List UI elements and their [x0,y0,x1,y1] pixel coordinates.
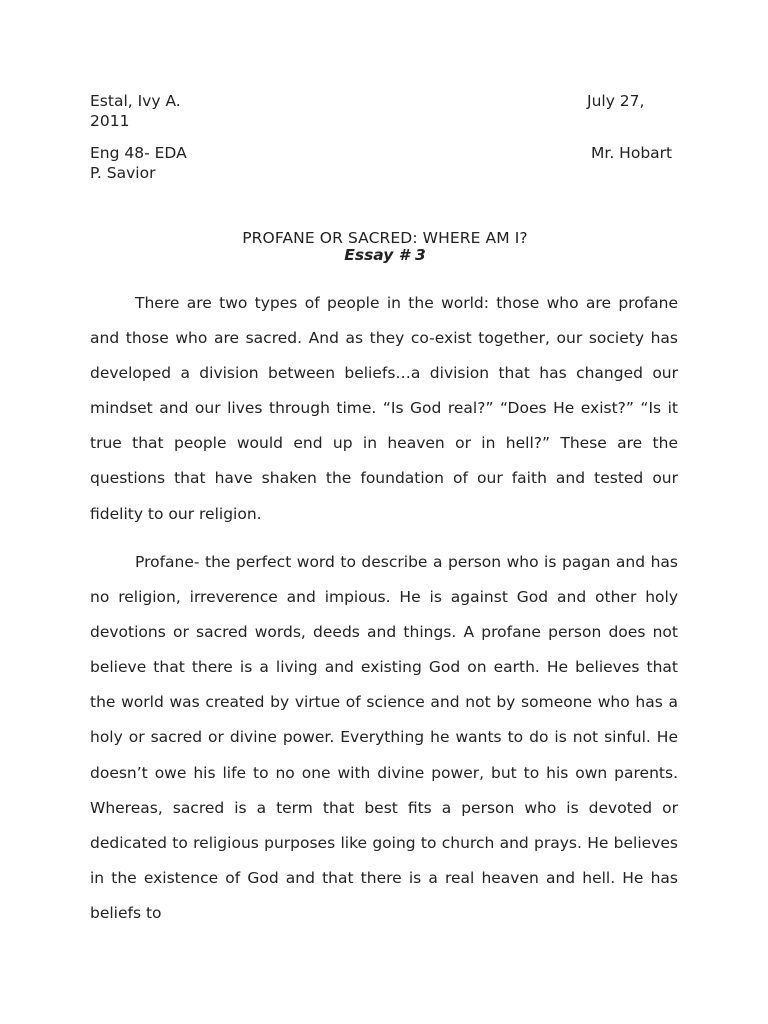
date-line-2: 2011 [90,112,130,130]
date-line-1: July 27, [587,92,645,110]
author-name: Estal, Ivy A. [90,92,181,110]
essay-heading [90,230,680,264]
instructor-line-1: Mr. Hobart [591,144,673,162]
paragraph-2: Profane- the perfect word to describe a person who is pagan and has no religion, irreverence and impious. He is against God and other holy devotions or sacred words, deeds and things. A profane person does not believe that there is a living and existing God on earth. He believes that the world was created by virtue of science and not by someone who has a holy or sacred or divine power. Everything he wants to do is not sinful. He doesn’t owe his life to no one with divine power, but to his own parents. Whereas, sacred is a term that best fits a person who is devoted or dedicated to religious purposes like going to church and prays. He believes in the existence of God and that there is a real heaven and hell. He has beliefs to [90,553,678,922]
essay-subtitle: Essay # 3 [344,246,426,264]
header-row-2-wrap [90,163,680,183]
essay-title: PROFANE OR SACRED: WHERE AM I? [242,229,528,247]
header-row-1 [90,91,680,111]
header-row-1-wrap [90,111,680,131]
instructor-line-2: P. Savior [90,164,156,182]
header-row-2 [90,143,680,163]
paragraph-1: There are two types of people in the world: those who are profane and those who are sacred. And as they co-exist together, our society has developed a division between beliefs…a division that has changed our mindset and our lives through time. “Is God real?” “Does He exist?” “Is it true that people would end up in heaven or in hell?” These are the questions that have shaken the foundation of our faith and tested our fidelity to our religion. [90,294,678,523]
course-code: Eng 48- EDA [90,144,187,162]
